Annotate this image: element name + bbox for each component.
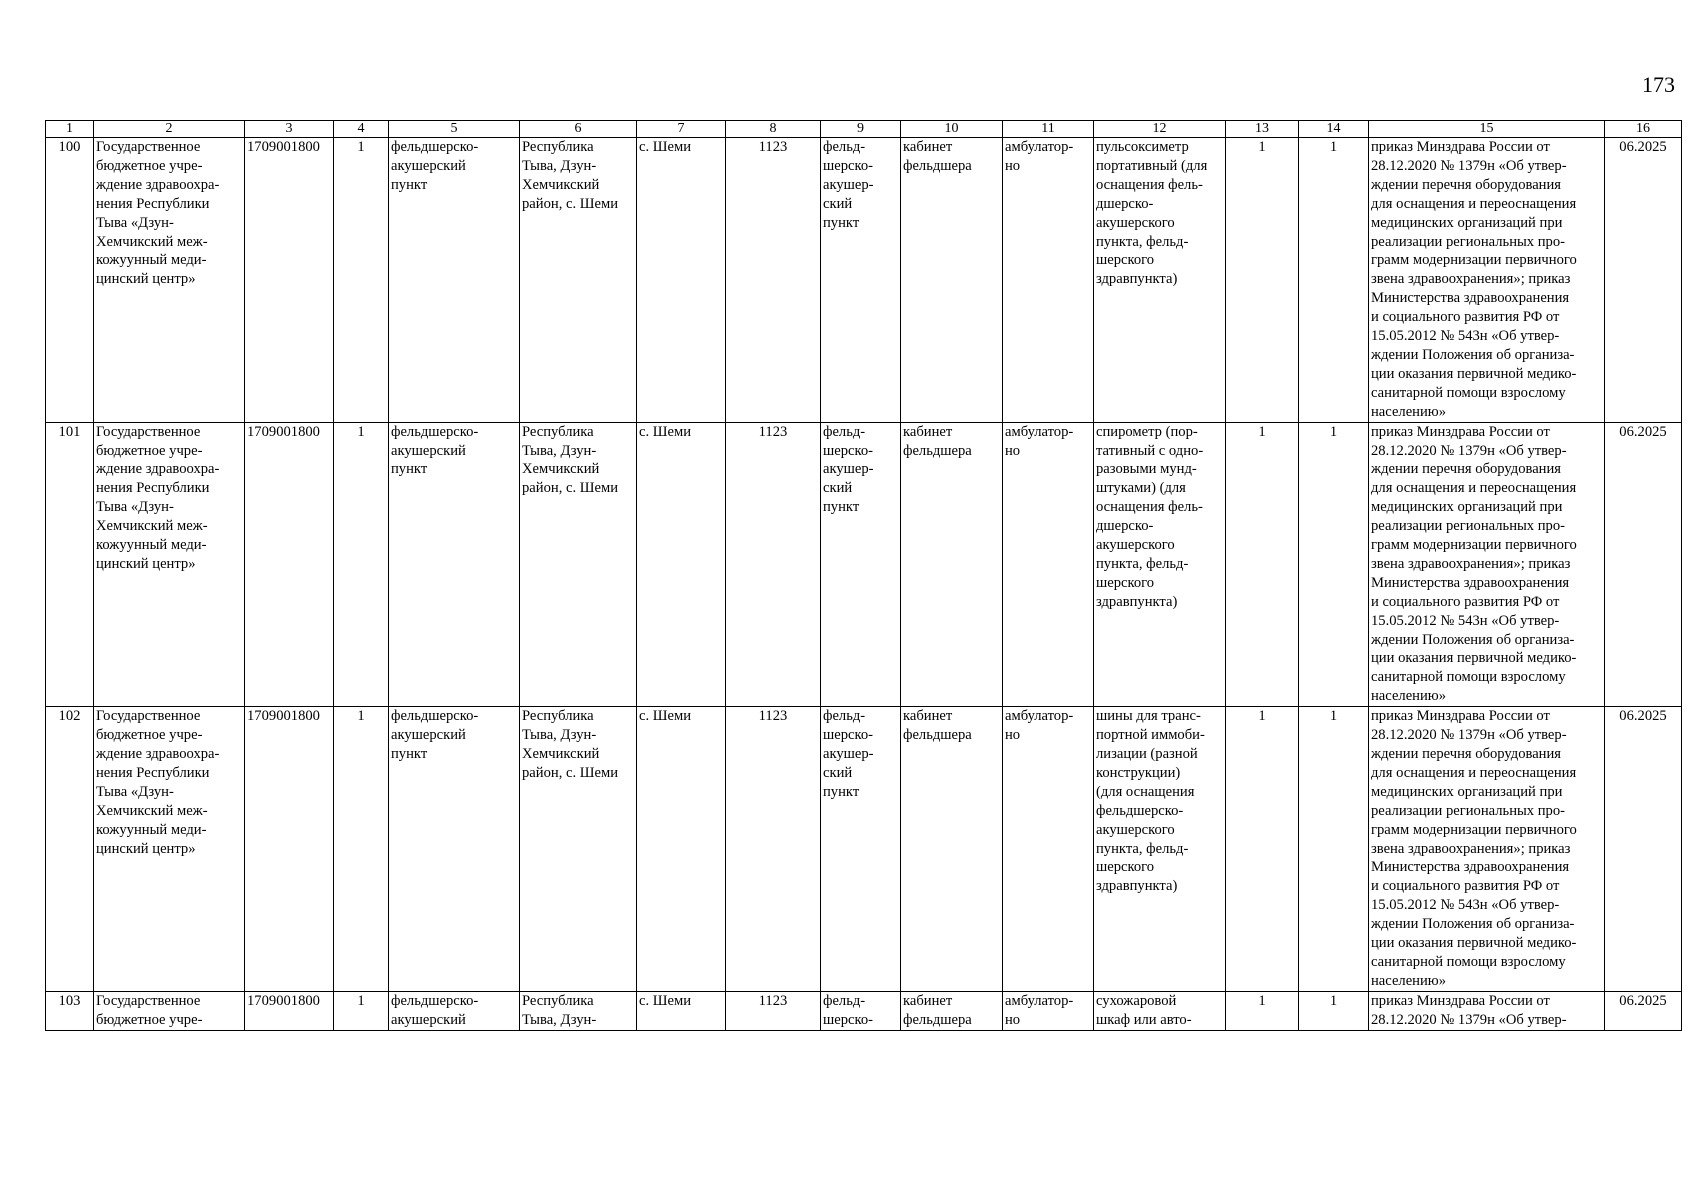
column-4-cell: 1: [334, 138, 389, 423]
inn-cell: 1709001800: [245, 991, 334, 1030]
inn-cell: 1709001800: [245, 707, 334, 992]
page-number: 173: [1642, 72, 1675, 97]
care-mode-cell: амбулатор- но: [1003, 138, 1094, 423]
row-number: 100: [46, 138, 94, 423]
code-cell: 1123: [726, 422, 821, 707]
room-cell: кабинет фельдшера: [901, 138, 1003, 423]
quantity-cell: 1: [1226, 707, 1299, 992]
organization-name: Государственное бюджетное учре-: [94, 991, 245, 1030]
subdivision-cell: фельд- шерско- акушер- ский пункт: [821, 422, 901, 707]
row-number: 103: [46, 991, 94, 1030]
care-mode-cell: амбулатор- но: [1003, 422, 1094, 707]
column-header: 16: [1605, 121, 1682, 138]
column-header: 14: [1299, 121, 1369, 138]
address-cell: Республика Тыва, Дзун-: [520, 991, 637, 1030]
column-header: 5: [389, 121, 520, 138]
equipment-cell: сухожаровой шкаф или авто-: [1094, 991, 1226, 1030]
equipment-cell: шины для транс- портной иммоби- лизации (разной конструкции) (для оснащения фельдшерско- акушерского пункта, фельд- шерского здравпункта): [1094, 707, 1226, 992]
settlement-cell: с. Шеми: [637, 422, 726, 707]
unit-type: фельдшерско- акушерский пункт: [389, 422, 520, 707]
column-header: 9: [821, 121, 901, 138]
row-number: 102: [46, 707, 94, 992]
column-header: 13: [1226, 121, 1299, 138]
care-mode-cell: амбулатор- но: [1003, 991, 1094, 1030]
room-cell: кабинет фельдшера: [901, 991, 1003, 1030]
quantity-cell: 1: [1226, 422, 1299, 707]
room-cell: кабинет фельдшера: [901, 422, 1003, 707]
unit-type: фельдшерско- акушерский пункт: [389, 707, 520, 992]
subdivision-cell: фельд- шерско- акушер- ский пункт: [821, 707, 901, 992]
registry-table: [45, 120, 1682, 1031]
column-header: 8: [726, 121, 821, 138]
column-header: 11: [1003, 121, 1094, 138]
code-cell: 1123: [726, 138, 821, 423]
regulation-cell: приказ Минздрава России от 28.12.2020 № 1379н «Об утвер- ждении перечня оборудования для оснащения и переоснащения медицинских организаций при реализации региональных про- грамм модернизации первичного звена здравоохранения»; приказ Министерства здравоохранения и социального развития РФ от 15.05.2012 № 543н «Об утвер- ждении Положения об организа- ции оказания первичной медико- санитарной помощи взрослому населению»: [1369, 707, 1605, 992]
equipment-cell: пульсоксиметр портативный (для оснащения фель- дшерско- акушерского пункта, фельд- шерского здравпункта): [1094, 138, 1226, 423]
regulation-cell: приказ Минздрава России от 28.12.2020 № 1379н «Об утвер-: [1369, 991, 1605, 1030]
quantity-cell: 1: [1299, 138, 1369, 423]
table-row: [46, 991, 1682, 1030]
date-cell: 06.2025: [1605, 707, 1682, 992]
unit-type: фельдшерско- акушерский пункт: [389, 138, 520, 423]
column-header: 4: [334, 121, 389, 138]
regulation-cell: приказ Минздрава России от 28.12.2020 № 1379н «Об утвер- ждении перечня оборудования для оснащения и переоснащения медицинских организаций при реализации региональных про- грамм модернизации первичного звена здравоохранения»; приказ Министерства здравоохранения и социального развития РФ от 15.05.2012 № 543н «Об утвер- ждении Положения об организа- ции оказания первичной медико- санитарной помощи взрослому населению»: [1369, 138, 1605, 423]
date-cell: 06.2025: [1605, 422, 1682, 707]
unit-type: фельдшерско- акушерский: [389, 991, 520, 1030]
row-number: 101: [46, 422, 94, 707]
settlement-cell: с. Шеми: [637, 138, 726, 423]
column-header: 10: [901, 121, 1003, 138]
address-cell: Республика Тыва, Дзун- Хемчикский район, с. Шеми: [520, 138, 637, 423]
care-mode-cell: амбулатор- но: [1003, 707, 1094, 992]
inn-cell: 1709001800: [245, 422, 334, 707]
equipment-cell: спирометр (пор- тативный с одно- разовыми мунд- штуками) (для оснащения фель- дшерско- акушерского пункта, фельд- шерского здравпункта): [1094, 422, 1226, 707]
quantity-cell: 1: [1299, 422, 1369, 707]
settlement-cell: с. Шеми: [637, 991, 726, 1030]
address-cell: Республика Тыва, Дзун- Хемчикский район, с. Шеми: [520, 422, 637, 707]
organization-name: Государственное бюджетное учре- ждение здравоохра- нения Республики Тыва «Дзун- Хемчикский меж- кожуунный меди- цинский центр»: [94, 707, 245, 992]
date-cell: 06.2025: [1605, 138, 1682, 423]
code-cell: 1123: [726, 991, 821, 1030]
quantity-cell: 1: [1226, 991, 1299, 1030]
column-header: 2: [94, 121, 245, 138]
quantity-cell: 1: [1226, 138, 1299, 423]
column-header: 15: [1369, 121, 1605, 138]
room-cell: кабинет фельдшера: [901, 707, 1003, 992]
table-row: [46, 707, 1682, 992]
column-header: 1: [46, 121, 94, 138]
subdivision-cell: фельд- шерско- акушер- ский пункт: [821, 138, 901, 423]
table-row: [46, 138, 1682, 423]
regulation-cell: приказ Минздрава России от 28.12.2020 № 1379н «Об утвер- ждении перечня оборудования для оснащения и переоснащения медицинских организаций при реализации региональных про- грамм модернизации первичного звена здравоохранения»; приказ Министерства здравоохранения и социального развития РФ от 15.05.2012 № 543н «Об утвер- ждении Положения об организа- ции оказания первичной медико- санитарной помощи взрослому населению»: [1369, 422, 1605, 707]
column-header: 3: [245, 121, 334, 138]
organization-name: Государственное бюджетное учре- ждение здравоохра- нения Республики Тыва «Дзун- Хемчикский меж- кожуунный меди- цинский центр»: [94, 422, 245, 707]
column-header: 12: [1094, 121, 1226, 138]
column-4-cell: 1: [334, 707, 389, 992]
subdivision-cell: фельд- шерско-: [821, 991, 901, 1030]
address-cell: Республика Тыва, Дзун- Хемчикский район, с. Шеми: [520, 707, 637, 992]
column-header: 7: [637, 121, 726, 138]
quantity-cell: 1: [1299, 991, 1369, 1030]
column-4-cell: 1: [334, 422, 389, 707]
inn-cell: 1709001800: [245, 138, 334, 423]
column-number-row: [46, 121, 1682, 138]
settlement-cell: с. Шеми: [637, 707, 726, 992]
code-cell: 1123: [726, 707, 821, 992]
table-row: [46, 422, 1682, 707]
column-4-cell: 1: [334, 991, 389, 1030]
date-cell: 06.2025: [1605, 991, 1682, 1030]
column-header: 6: [520, 121, 637, 138]
quantity-cell: 1: [1299, 707, 1369, 992]
organization-name: Государственное бюджетное учре- ждение здравоохра- нения Республики Тыва «Дзун- Хемчикский меж- кожуунный меди- цинский центр»: [94, 138, 245, 423]
